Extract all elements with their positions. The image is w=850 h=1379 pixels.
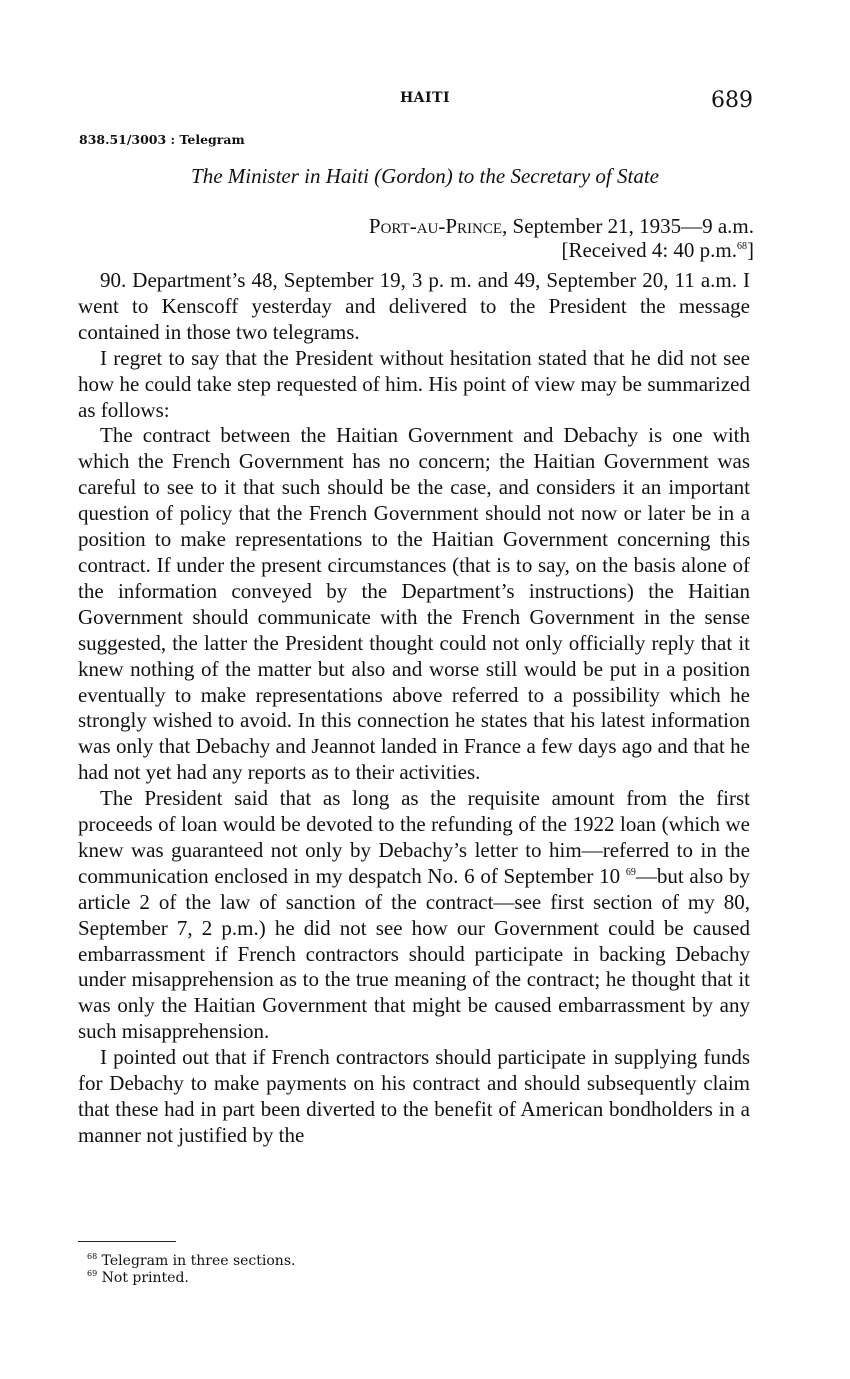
telegram-body — [78, 268, 750, 1149]
received-text: [Received 4: 40 p.m. — [561, 238, 737, 262]
paragraph-1: 90. Department’s 48, September 19, 3 p. m. and 49, September 20, 11 a.m. I went to Kenscoff yesterday and delivered to the President the message contained in those two telegrams. — [78, 268, 750, 344]
paragraph-3: The contract between the Haitian Government and Debachy is one with which the French Government has no concern; the Haitian Government was careful to see to it that such should be the case, and considers it an important question of policy that the French Government should not now or later be in a position to make representations to the Haitian Government concerning this contract. If under the present circumstances (that is to say, on the basis alone of the information conveyed by the Department’s instructions) the Haitian Government should communicate with the French Government in the sense suggested, the latter the President thought could not only officially reply that it knew nothing of the matter but also and worse still would be put in a position eventually to make representations above referred to a possibility which he strongly wished to avoid. In this connection he states that his latest information was only that Debachy and Jeannot landed in France a few days ago and that he had not yet had any reports as to their activities. — [78, 423, 750, 785]
paragraph-4 — [78, 786, 750, 1045]
footnote-mark: 68 — [87, 1252, 98, 1261]
footnote-ref-69: 69 — [625, 866, 636, 878]
paragraph-2: I regret to say that the President without hesitation stated that he did not see how he could take step requested of him. His point of view may be summarized as follows: — [78, 345, 750, 422]
dateline-received — [369, 238, 754, 262]
paragraph-4-text-after: —but also by article 2 of the law of sanction of the contract—see first section of my 80, September 7, 2 p.m.) he did not see how our Government could be caused embarrassment if French contractors should participate in backing Debachy under misapprehension as to the true meaning of the contract; he thought that it was only the Haitian Government that might be caused embarrassment by any such misapprehension. — [78, 863, 750, 1044]
dateline — [369, 214, 754, 262]
page-number: 689 — [711, 88, 753, 113]
running-head: HAITI — [399, 90, 451, 106]
file-reference: 838.51/3003 : Telegram — [79, 132, 245, 147]
paragraph-4-text-before: The President said that as long as the requisite amount from the first proceeds of loan would be devoted to the refunding of the 1922 loan (which we knew was guaranteed not only by Debachy’s letter to him—referred to in the communication enclosed in my despatch No. 6 of September 10 — [78, 786, 750, 888]
footnote-text: Not printed. — [101, 1270, 189, 1286]
received-close: ] — [747, 238, 754, 262]
footnote-text: Telegram in three sections. — [101, 1253, 296, 1269]
paragraph-5: I pointed out that if French contractors should participate in supplying funds for Debachy to make payments on his contract and should subsequently claim that these had in part been diverted to the benefit of American bondholders in a manner not justified by the — [78, 1045, 750, 1147]
dateline-place-date — [369, 214, 754, 238]
footnote-68 — [87, 1253, 295, 1270]
document-title: The Minister in Haiti (Gordon) to the Secretary of State — [191, 164, 659, 188]
dateline-date: , September 21, 1935—9 a.m. — [502, 214, 754, 238]
footnote-69 — [87, 1270, 295, 1287]
footnote-divider — [78, 1241, 176, 1242]
footnote-ref-68: 68 — [737, 241, 747, 252]
footnotes — [87, 1253, 295, 1287]
footnote-mark: 69 — [87, 1269, 98, 1278]
dateline-place: Port-au-Prince — [368, 214, 503, 238]
